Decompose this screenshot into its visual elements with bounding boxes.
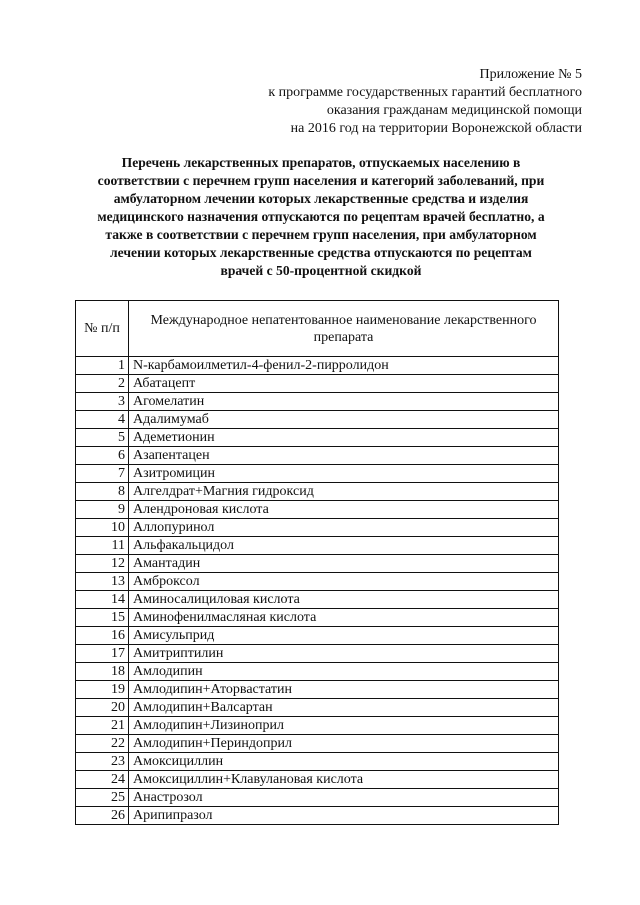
table-row	[76, 609, 559, 627]
row-number: 19	[76, 681, 129, 699]
appendix-line: оказания гражданам медицинской помощи	[326, 103, 582, 118]
drug-name: Аллопуринол	[129, 519, 559, 537]
table-row	[76, 789, 559, 807]
drug-name: Альфакальцидол	[129, 537, 559, 555]
title-line: медицинского назначения отпускаются по рецептам врачей бесплатно, а	[97, 209, 545, 224]
drug-name: Аминофенилмасляная кислота	[129, 609, 559, 627]
row-number: 1	[76, 357, 129, 375]
table-row	[76, 663, 559, 681]
row-number: 18	[76, 663, 129, 681]
drug-name: Амитриптилин	[129, 645, 559, 663]
drug-name: Адалимумаб	[129, 411, 559, 429]
table-row	[76, 555, 559, 573]
table-row	[76, 699, 559, 717]
table-row	[76, 357, 559, 375]
row-number: 5	[76, 429, 129, 447]
row-number: 10	[76, 519, 129, 537]
drug-name: Абатацепт	[129, 375, 559, 393]
drug-table	[75, 300, 559, 825]
drug-name: Анастрозол	[129, 789, 559, 807]
table-row	[76, 735, 559, 753]
drug-name: Амброксол	[129, 573, 559, 591]
table-row	[76, 447, 559, 465]
table-row	[76, 753, 559, 771]
title-line: амбулаторном лечении которых лекарственные средства и изделия	[113, 191, 529, 206]
drug-name: Амоксициллин	[129, 753, 559, 771]
row-number: 2	[76, 375, 129, 393]
table-row	[76, 483, 559, 501]
header-name	[129, 301, 559, 357]
drug-name: Аминосалициловая кислота	[129, 591, 559, 609]
table-row	[76, 375, 559, 393]
table-row	[76, 645, 559, 663]
row-number: 23	[76, 753, 129, 771]
row-number: 15	[76, 609, 129, 627]
table-row	[76, 519, 559, 537]
row-number: 3	[76, 393, 129, 411]
row-number: 22	[76, 735, 129, 753]
row-number: 16	[76, 627, 129, 645]
table-row	[76, 717, 559, 735]
row-number: 25	[76, 789, 129, 807]
document-title	[62, 154, 580, 280]
title-line: также в соответствии с перечнем групп населения, при амбулаторном	[105, 227, 537, 242]
table-row	[76, 411, 559, 429]
table-row	[76, 771, 559, 789]
drug-name: Амлодипин+Лизиноприл	[129, 717, 559, 735]
appendix-header	[162, 66, 582, 138]
row-number: 20	[76, 699, 129, 717]
drug-name: Амисульприд	[129, 627, 559, 645]
row-number: 11	[76, 537, 129, 555]
row-number: 6	[76, 447, 129, 465]
table-row	[76, 627, 559, 645]
header-name-line: препарата	[313, 329, 374, 345]
table-header-row	[76, 301, 559, 357]
table-row	[76, 681, 559, 699]
table-row	[76, 393, 559, 411]
drug-name: Алгелдрат+Магния гидроксид	[129, 483, 559, 501]
table-row	[76, 501, 559, 519]
appendix-number: Приложение № 5	[479, 67, 582, 82]
header-name-line: Международное непатентованное наименование лекарственного	[150, 312, 537, 328]
row-number: 21	[76, 717, 129, 735]
table-row	[76, 429, 559, 447]
row-number: 7	[76, 465, 129, 483]
drug-name: Азапентацен	[129, 447, 559, 465]
appendix-line: к программе государственных гарантий бесплатного	[268, 85, 582, 100]
row-number: 8	[76, 483, 129, 501]
title-line: лечении которых лекарственные средства отпускаются по рецептам	[110, 245, 532, 260]
table-row	[76, 537, 559, 555]
drug-name: Амлодипин+Валсартан	[129, 699, 559, 717]
row-number: 4	[76, 411, 129, 429]
drug-name: N-карбамоилметил-4-фенил-2-пирролидон	[129, 357, 559, 375]
drug-name: Агомелатин	[129, 393, 559, 411]
title-line: Перечень лекарственных препаратов, отпускаемых населению в	[121, 155, 521, 170]
row-number: 17	[76, 645, 129, 663]
row-number: 13	[76, 573, 129, 591]
appendix-line: на 2016 год на территории Воронежской области	[290, 121, 582, 136]
row-number: 24	[76, 771, 129, 789]
row-number: 26	[76, 807, 129, 825]
table-row	[76, 807, 559, 825]
drug-name: Азитромицин	[129, 465, 559, 483]
table-body	[76, 357, 559, 825]
title-line: врачей с 50-процентной скидкой	[220, 263, 422, 278]
row-number: 14	[76, 591, 129, 609]
table-row	[76, 465, 559, 483]
drug-name: Амоксициллин+Клавулановая кислота	[129, 771, 559, 789]
drug-name: Арипипразол	[129, 807, 559, 825]
drug-name: Амлодипин+Периндоприл	[129, 735, 559, 753]
row-number: 9	[76, 501, 129, 519]
drug-name: Амлодипин	[129, 663, 559, 681]
drug-name: Амантадин	[129, 555, 559, 573]
title-line: соответствии с перечнем групп населения и категорий заболеваний, при	[97, 173, 545, 188]
drug-name: Адеметионин	[129, 429, 559, 447]
table-row	[76, 591, 559, 609]
drug-name: Амлодипин+Аторвастатин	[129, 681, 559, 699]
row-number: 12	[76, 555, 129, 573]
table-row	[76, 573, 559, 591]
header-num: № п/п	[76, 301, 129, 357]
drug-name: Алендроновая кислота	[129, 501, 559, 519]
